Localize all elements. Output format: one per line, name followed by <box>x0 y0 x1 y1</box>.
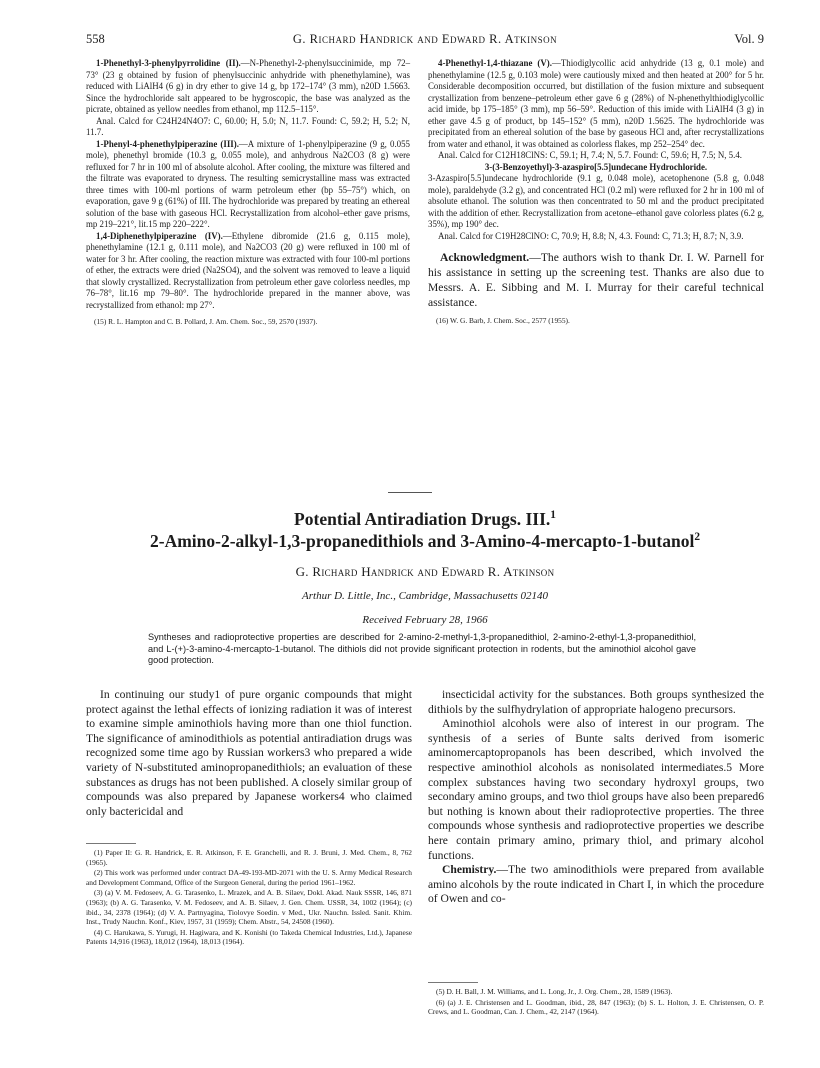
azaspiro-heading: 3-(3-Benzoyethyl)-3-azaspiro[5.5]undecane Hydrochloride. <box>484 161 708 172</box>
chemistry-text: —The two aminodithiols were prepared from available amino alcohols by the route indicated in Chart I, in which the procedure of Owen and co- <box>428 863 764 906</box>
compound-iv-heading: 1,4-Diphenethylpiperazine (IV). <box>96 230 223 241</box>
footnote-rule-left <box>86 843 136 844</box>
acknowledgment <box>428 250 764 310</box>
compound-ii-text: —N-Phenethyl-2-phenylsuccinimide, mp 72–73° (23 g obtained by fusion of phenylsuccinic anhydride with phenethylamine), was reduced with LiAlH4 (6 g) in dry ether to give 14 g, bp 172–174° (3 mm), n20D 1.5663. Since the hydrochloride salt appeared to be hygroscopic, the base was analyzed as the picrate, obtained as yellow needles from ethanol, mp 112.5–115°. <box>86 58 411 114</box>
article-title-line2: 2-Amino-2-alkyl-1,3-propanedithiols and 3-Amino-4-mercapto-1-butanol$^2$ <box>150 531 700 551</box>
footnote-16: (16) W. G. Barb, J. Chem. Soc., 2577 (1955). <box>436 316 570 325</box>
compound-iv-text: —Ethylene dibromide (21.6 g, 0.115 mole), phenethylamine (12.1 g, 0.111 mole), and Na2CO3 (20 g) were refluxed in 100 ml of water for 3 hr. After cooling, the reaction mixture was extracted with four 100-ml portions of ether, the extracts were dried (Na2SO4), and the solvent was removed to leave a liquid that slowly crystallized. Recrystallization from petroleum ether gave colorless needles, mp 76–78°, lit.16 mp 79–80°. The hydrochloride prepared in the manner above, was recrystallized from ethanol: mp 27°. <box>86 230 410 310</box>
page-number: 558 <box>86 32 105 46</box>
compound-ii-heading: 1-Phenethyl-3-phenylpyrrolidine (II). <box>96 58 241 68</box>
compound-iii-heading: 1-Phenyl-4-phenethylpiperazine (III). <box>96 138 239 149</box>
section-divider <box>388 492 432 493</box>
article-title-block <box>86 508 764 626</box>
article-affiliation: Arthur D. Little, Inc., Cambridge, Massachusetts 02140 <box>302 590 548 602</box>
footnote-2: (2) This work was performed under contract DA-49-193-MD-2071 with the U. S. Army Medical Research and Development Command, Office of the Surgeon General, during the period 1961–1962. <box>86 868 412 887</box>
compound-v-text: —Thiodiglycollic acid anhydride (13 g, 0.1 mole) and phenethylamine (12.5 g, 0.103 mole) were cautiously mixed and then heated at 200° for 5 hr. Considerable decomposition occurred, but distillation of the fusion mixture and subsequent crystallization from benzene–petroleum ether gave 6 g (28%) of N-phenethylthiodiglycollic acid imide, bp 175–185° (3 mm), mp 56–59°. Reduction of this imide with LiAlH4 (3 g) in ether gave 4.5 g of product, bp 145–152° (5 mm), n20D 1.5625. The hydrochloride was precipitated from an ethereal solution of the base by gaseous HCl and, after recrystallizations from water and ethanol, it was obtained as colorless flakes, mp 252–254° dec. <box>428 58 764 149</box>
acknowledgment-text: —The authors wish to thank Dr. I. W. Parnell for his assistance in setting up the screening test. Thanks are also due to Messrs. A. E. Sibbing and M. I. Murray for their careful technical assistance. <box>428 251 764 309</box>
article-authors: G. Richard Handrick and Edward R. Atkinson <box>295 564 555 579</box>
footnotes-right <box>428 987 764 1018</box>
volume-label: Vol. 9 <box>734 32 764 46</box>
abstract: Syntheses and radioprotective properties are described for 2-amino-2-methyl-1,3-propanedithiol, 2-amino-2-ethyl-1,3-propanedithiol, and L-(+)-3-amino-4-mercapto-1-butanol. The dithiols did not provide significant protection in rodents, but the aminothiol alcohol gave good protection. <box>148 632 696 665</box>
footnote-15: (15) R. L. Hampton and C. B. Pollard, J. Am. Chem. Soc., 59, 2570 (1937). <box>94 317 318 326</box>
footnote-4: (4) C. Harukawa, S. Yurugi, H. Hagiwara, and K. Konishi (to Takeda Chemical Industries, Ltd.), Japanese Patents 14,916 (1963), 18,012 (1964), 18,013 (1964). <box>86 927 412 947</box>
body-left-column <box>86 688 412 819</box>
experimental-right-column <box>428 58 764 327</box>
title-footnote-mark-2: 2 <box>694 531 700 544</box>
footnote-block-right <box>428 316 764 326</box>
body-right-column <box>428 688 764 907</box>
footnote-block-left <box>86 317 410 327</box>
footnote-5: (5) D. H. Ball, J. M. Williams, and L. Long, Jr., J. Org. Chem., 28, 1589 (1963). <box>436 987 673 996</box>
chemistry-heading: Chemistry. <box>442 863 497 877</box>
footnote-1: (1) Paper II: G. R. Handrick, E. R. Atkinson, F. E. Granchelli, and R. J. Bruni, J. Med. Chem., 8, 762 (1965). <box>86 848 412 867</box>
insecticidal-paragraph: insecticidal activity for the substances. Both groups synthesized the dithiols by the sulfhydrylation of appropriate halogeno precursors. <box>428 688 764 716</box>
experimental-left-column <box>86 58 410 328</box>
compound-v-heading: 4-Phenethyl-1,4-thiazane (V). <box>438 58 552 68</box>
title-footnote-mark-1: 1 <box>550 509 556 522</box>
footnote-6: (6) (a) J. E. Christensen and L. Goodman, ibid., 28, 847 (1963); (b) S. L. Holton, J. E. Christensen, O. P. Crews, and L. Goodman, Can. J. Chem., 42, 2147 (1964). <box>428 997 764 1017</box>
footnote-rule-right <box>428 982 478 983</box>
azaspiro-text: 3-Azaspiro[5.5]undecane hydrochloride (9.1 g, 0.048 mole), acetophenone (5.8 g, 0.048 mole), paraldehyde (3.2 g), and concentrated HCl (0.2 ml) were refluxed for 2 hr in 100 ml of absolute ethanol. The solution was then concentrated to 50 ml and the product precipitated with the addition of ether. Recrystallization from acetone–ethanol gave colorless plates (6.2 g, 35%), mp 190° dec. <box>428 173 764 229</box>
acknowledgment-heading: Acknowledgment. <box>440 251 530 264</box>
aminothiol-paragraph: Aminothiol alcohols were also of interest in our program. The synthesis of a series of Bunte salts derived from isomeric aminomercaptopropanols has been described, which involved the respective aminothiol alcohols as nonisolated intermediates.5 More complex substances having two secondary hydroxyl groups, two secondary amino groups, and two thiol groups have also been prepared6 but nothing is known about their radioprotective properties. The three compounds whose synthesis and radioprotective properties we describe here contain primary amino, primary thiol, and primary alcohol functions. <box>428 717 764 862</box>
running-authors: G. Richard Handrick and Edward R. Atkinson <box>292 32 558 46</box>
footnote-3: (3) (a) V. M. Fedoseev, A. G. Tarasenko, L. Mrazek, and A. B. Silaev, Dokl. Akad. Nauk SSSR, 146, 871 (1963); (b) A. G. Tarasenko, V. M. Fedoseev, and A. B. Silaev, J. Gen. Chem. USSR, 34, 1002 (1964); (c) ibid., 34, 2378 (1964); (d) V. A. Partnyagina, Tiolovye Soedin. v Med., Ukr. Nauchn. Issled. Sanit. Khim. Inst., Trudy Nauchn. Konf., Kiev, 1957, 31 (1959); Chem. Abstr., 54, 24508 (1960). <box>86 888 412 927</box>
received-date: Received February 28, 1966 <box>362 614 488 626</box>
footnotes-left <box>86 848 412 948</box>
intro-paragraph: In continuing our study1 of pure organic compounds that might protect against the lethal effects of ionizing radiation it was of interest to examine simple aminothiols having more than one thiol function. The significance of aminodithiols as potential antiradiation drugs was recognized some time ago by Russian workers3 who prepared a wide variety of N-substituted aminopropanedithiols; an evaluation of these substances as drugs has not been published. A closely similar group of compounds was also prepared by Japanese workers4 who claimed only bactericidal and <box>86 688 412 818</box>
compound-iii-text: —A mixture of 1-phenylpiperazine (9 g, 0.055 mole), phenethyl bromide (10.3 g, 0.055 mole), and anhydrous Na2CO3 (8 g) were refluxed for 7 hr in 100 ml of absolute alcohol. After cooling, the mixture was filtered and the filtrate was evaporated to dryness. The resulting semicrystalline mass was extracted three times with 100-ml portions of warm petroleum ether (bp 55–75°) which, on evaporation, gave 9 g (61%) of III. The hydrochloride was prepared by treating an ethereal solution of the base with gaseous HCl. Recrystallization from alcohol–ether gave prisms, mp 219–221°, lit.15 mp 220–222°. <box>86 138 410 229</box>
article-title-line1: Potential Antiradiation Drugs. III.$^1$ <box>294 509 556 529</box>
compound-ii-analysis: Anal. Calcd for C24H24N4O7: C, 60.00; H, 5.0; N, 11.7. Found: C, 59.2; H, 5.2; N, 11.7. <box>86 115 410 137</box>
compound-v-analysis: Anal. Calcd for C12H18ClNS: C, 59.1; H, 7.4; N, 5.7. Found: C, 59.6; H, 7.5; N, 5.4. <box>438 150 742 160</box>
running-header <box>86 32 764 50</box>
azaspiro-analysis: Anal. Calcd for C19H28ClNO: C, 70.9; H, 8.8; N, 4.3. Found: C, 71.3; H, 8.7; N, 3.9. <box>438 230 744 241</box>
